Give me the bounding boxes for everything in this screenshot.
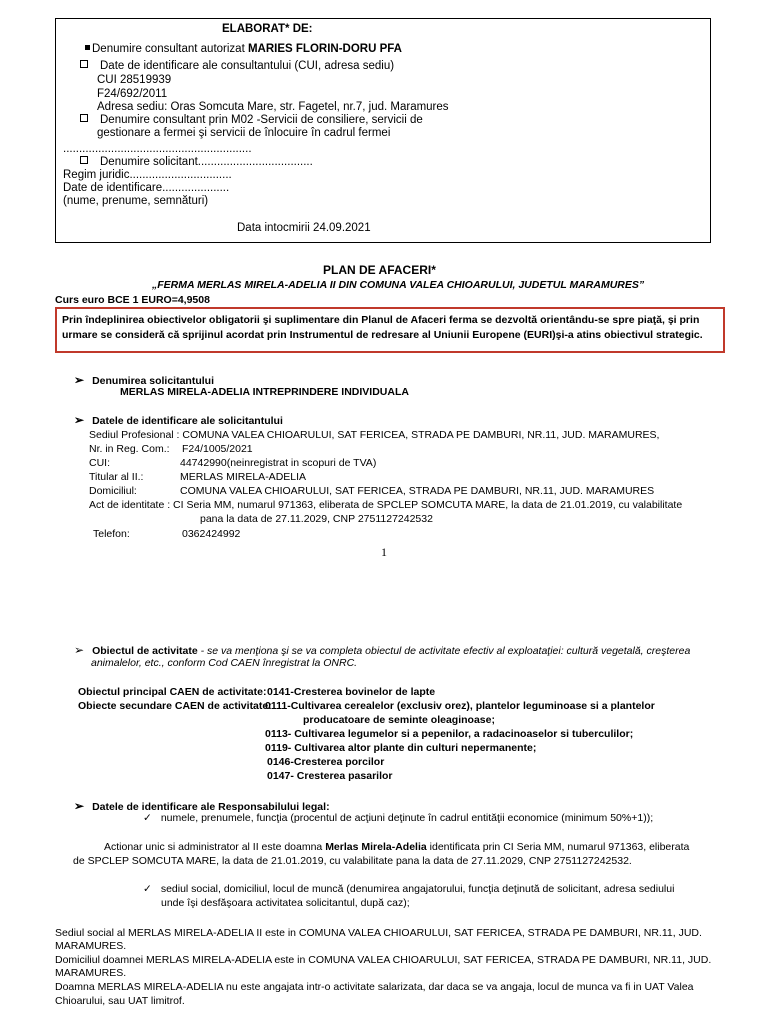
plan-title: PLAN DE AFACERI*	[323, 263, 436, 277]
check-item-2-line2: unde îşi desfăşoara activitatea solicitantul, după caz);	[161, 897, 410, 909]
arrow-bullet-icon: ➢	[74, 413, 85, 427]
bullet-square-icon	[85, 45, 90, 50]
data-intocmirii: Data intocmirii 24.09.2021	[237, 222, 371, 234]
obiect-heading: ➢ Obiectul de activitate - se va menţiona şi se va completa obiectul de activitate efectiv al exploataţiei: cultură vegetală, creşterea	[74, 643, 691, 657]
caen-secundar-3: 0119- Cultivarea altor plante din culturi nepermanente;	[265, 742, 537, 754]
consultant-address: Adresa sediu: Oras Somcuta Mare, str. Fagetel, nr.7, jud. Maramures	[97, 101, 449, 113]
page-number: 1	[381, 545, 387, 559]
caen-secundar-1: 0111-Cultivarea cerealelor (exclusiv orez), plantelor leguminoase si a plantelor	[265, 700, 655, 712]
caen-principal-value: 0141-Cresterea bovinelor de lapte	[267, 686, 436, 698]
consultant-line: Denumire consultant autorizat MARIES FLORIN-DORU PFA	[85, 43, 402, 55]
checkmark-icon: ✓	[143, 883, 152, 895]
objective-line-2: urmare se consideră că sprijinul acordat prin Instrumentul de redresare al Uniunii Europene (EURI)şi-a atins obiectivul strategic.	[62, 329, 703, 341]
consultant-m02-line2: gestionare a fermei şi servicii de înlocuire în cadrul fermei	[97, 127, 391, 139]
cui-label: CUI:	[89, 457, 110, 469]
sediu-profesional: Sediul Profesional : COMUNA VALEA CHIOARULUI, SAT FERICEA, STRADA PE DAMBURI, NR.11, JUD. MARAMURES,	[89, 429, 660, 441]
solicitant-ident-heading: ➢ Datele de identificare ale solicitantului	[74, 413, 283, 427]
domiciliu-line-1: Domiciliul doamnei MERLAS MIRELA-ADELIA este in COMUNA VALEA CHIOARULUI, SAT FERICEA, STRADA PE DAMBURI, NR.11, JUD.	[55, 954, 712, 966]
nume-semnaturi: (nume, prenume, semnături)	[63, 195, 209, 207]
actionar-line-1: Actionar unic si administrator al II este doamna Merlas Mirela-Adelia identificata prin CI Seria MM, numarul 971363, eliberata	[104, 841, 690, 853]
domiciliu-value: COMUNA VALEA CHIOARULUI, SAT FERICEA, STRADA PE DAMBURI, NR.11, JUD. MARAMURES	[180, 485, 655, 497]
act-identitate-line2: pana la data de 27.11.2029, CNP 2751127242532	[200, 513, 433, 525]
date-identificare: Date de identificare.....................	[63, 182, 230, 194]
caen-secundar-2: 0113- Cultivarea legumelor si a pepenilor, a radacinoaselor si tuberculilor;	[265, 728, 634, 740]
solicitant-name: MERLAS MIRELA-ADELIA INTREPRINDERE INDIVIDUALA	[120, 386, 409, 398]
curs-euro: Curs euro BCE 1 EURO=4,9508	[55, 294, 210, 306]
caen-principal-label: Obiectul principal CAEN de activitate:	[78, 686, 267, 698]
arrow-bullet-icon: ➢	[74, 373, 85, 387]
telefon-label: Telefon:	[93, 528, 130, 540]
consultant-ident-label: Date de identificare ale consultantului (CUI, adresa sediu)	[80, 60, 394, 72]
angajare-line-1: Doamna MERLAS MIRELA-ADELIA nu este angajata intr-o activitate salarizata, dar daca se va angaja, locul de munca va fi in UAT Valea	[55, 981, 694, 993]
angajare-line-2: Chioarului, sau UAT limitrof.	[55, 995, 185, 1007]
solicitant-heading: ➢ Denumirea solicitantului	[74, 373, 215, 387]
objective-line-1: Prin îndeplinirea obiectivelor obligatorii şi suplimentare din Planul de Afaceri ferma se dezvoltă orientându-se spre piaţă, şi prin	[62, 314, 700, 326]
act-identitate: Act de identitate : CI Seria MM, numarul 971363, eliberata de SPCLEP SOMCUTA MARE, la data de 21.01.2019, cu valabilitate	[89, 499, 683, 511]
checkmark-icon: ✓	[143, 812, 152, 824]
solicitant-label: Denumire solicitant....................................	[80, 156, 313, 168]
cui-value: 44742990(neinregistrat in scopuri de TVA)	[180, 457, 377, 469]
caen-secundar-1-cont: producatoare de seminte oleaginoase;	[303, 714, 495, 726]
caen-secundar-5: 0147- Cresterea pasarilor	[267, 770, 393, 782]
sediu-social-line-1: Sediul social al MERLAS MIRELA-ADELIA II este in COMUNA VALEA CHIOARULUI, SAT FERICEA, STRADA PE DAMBURI, NR.11, JUD.	[55, 927, 702, 939]
caen-secundare-label: Obiecte secundare CAEN de activitate:	[78, 700, 272, 712]
arrow-bullet-icon: ➢	[74, 643, 85, 657]
obiect-desc-line2: animalelor, etc., conform Cod CAEN înregistrat la ONRC.	[91, 657, 358, 669]
regim-juridic: Regim juridic................................	[63, 169, 232, 181]
consultant-m02: Denumire consultant prin M02 -Servicii de consiliere, servicii de	[80, 114, 423, 126]
caen-secundar-4: 0146-Cresterea porcilor	[267, 756, 385, 768]
checkbox-icon	[80, 114, 88, 122]
arrow-bullet-icon: ➢	[74, 799, 85, 813]
nr-reg-label: Nr. in Reg. Com.:	[89, 443, 170, 455]
nr-reg-value: F24/1005/2021	[182, 443, 253, 455]
check-item-1: ✓ numele, prenumele, funcţia (procentul de acţiuni deţinute în cadrul entităţii economice (minimum 50%+1));	[143, 812, 654, 824]
check-item-2: ✓ sediul social, domiciliul, locul de muncă (denumirea angajatorului, funcţia deţinută de solicitant, adresa sediului	[143, 883, 675, 895]
telefon-value: 0362424992	[182, 528, 241, 540]
dotted-separator: ...........................................................	[63, 143, 252, 155]
titular-value: MERLAS MIRELA-ADELIA	[180, 471, 307, 483]
responsabil-heading: ➢ Datele de identificare ale Responsabilului legal:	[74, 799, 330, 813]
checkbox-icon	[80, 60, 88, 68]
actionar-line-2: de SPCLEP SOMCUTA MARE, la data de 21.01.2019, cu valabilitate pana la data de 27.11.2029, CNP 2751127242532.	[73, 855, 632, 867]
consultant-reg: F24/692/2011	[97, 88, 168, 100]
titular-label: Titular al II.:	[89, 471, 144, 483]
sediu-social-line-2: MARAMURES.	[55, 940, 127, 952]
domiciliu-line-2: MARAMURES.	[55, 967, 127, 979]
plan-subtitle: „FERMA MERLAS MIRELA-ADELIA II DIN COMUNA VALEA CHIOARULUI, JUDETUL MARAMURES”	[152, 279, 645, 291]
checkbox-icon	[80, 156, 88, 164]
consultant-cui: CUI 28519939	[97, 74, 172, 86]
elaborat-heading: ELABORAT* DE:	[222, 23, 313, 35]
domiciliu-label: Domiciliul:	[89, 485, 137, 497]
